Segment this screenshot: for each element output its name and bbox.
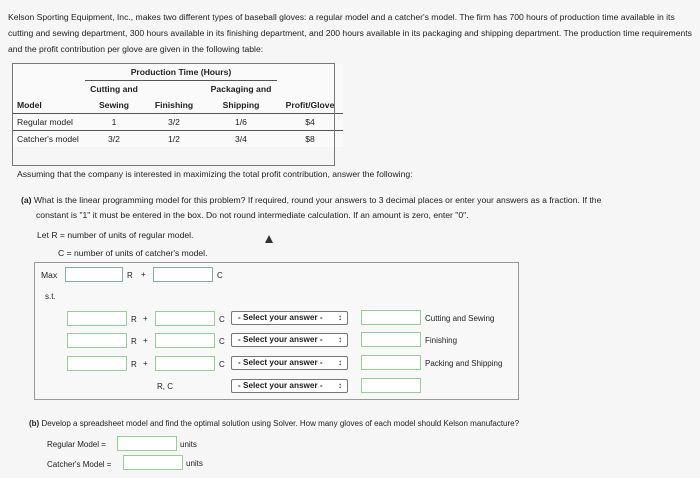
production-time-table — [13, 64, 343, 147]
c1-c-coef-input[interactable] — [155, 311, 215, 326]
table-row — [13, 114, 343, 131]
st-label: s.t. — [45, 292, 56, 301]
select-arrow-icon: ↕ — [338, 313, 342, 322]
col-cutting-line1: Cutting and — [90, 84, 138, 94]
c1-c-var: C — [219, 315, 225, 324]
row-finishing: 1/2 — [168, 134, 180, 144]
objective-c-coef-input[interactable] — [153, 267, 213, 282]
c1-rhs-input[interactable] — [361, 310, 421, 325]
c2-rhs-input[interactable] — [361, 332, 421, 347]
col-profit: Profit/Glove — [277, 97, 343, 114]
let-r-definition: Let R = number of units of regular model. — [37, 230, 194, 240]
objective-plus: + — [141, 270, 146, 279]
c2-plus: + — [143, 336, 148, 345]
part-a-line1: What is the linear programming model for this problem? If required, round your answers to 3 decimal places or enter your answers as a fraction. If the — [33, 195, 602, 205]
c3-rhs-input[interactable] — [361, 355, 421, 370]
objective-c-var: C — [217, 271, 223, 280]
c3-plus: + — [143, 359, 148, 368]
c3-label: Packing and Shipping — [425, 359, 503, 368]
regular-units: units — [180, 440, 197, 449]
select-arrow-icon: ↕ — [338, 358, 342, 367]
c3-r-var: R — [131, 360, 137, 369]
row-model: Catcher's model — [17, 134, 79, 144]
mouse-cursor-icon — [265, 235, 273, 243]
part-a-question — [21, 193, 681, 207]
c3-c-var: C — [219, 360, 225, 369]
c3-relation-select[interactable] — [231, 356, 348, 370]
select-arrow-icon: ↕ — [338, 381, 342, 390]
col-packaging-line2: Shipping — [205, 97, 277, 114]
c1-plus: + — [143, 314, 148, 323]
c2-label: Finishing — [425, 336, 458, 345]
part-b-label: (b) — [29, 419, 40, 428]
row-cutting: 1 — [85, 114, 143, 131]
c2-relation-select[interactable] — [231, 333, 348, 347]
part-a-line2: constant is "1" it must be entered in the box. Do not round intermediate calculation. If an amount is zero, enter "0". — [36, 210, 469, 220]
c2-r-coef-input[interactable] — [67, 333, 127, 348]
catcher-model-input[interactable] — [123, 455, 183, 470]
nonneg-vars: R, C — [157, 382, 173, 391]
c3-r-coef-input[interactable] — [67, 356, 127, 371]
col-cutting-line2: Sewing — [85, 97, 143, 114]
regular-model-input[interactable] — [117, 436, 177, 451]
col-finishing: Finishing — [143, 97, 205, 114]
objective-r-var: R — [127, 271, 133, 280]
row-profit: $8 — [305, 134, 315, 144]
c1-r-coef-input[interactable] — [67, 311, 127, 326]
select-placeholder: - Select your answer - — [238, 358, 323, 367]
nonneg-rhs-input[interactable] — [361, 378, 421, 393]
catcher-units: units — [186, 459, 203, 468]
row-finishing: 3/2 — [143, 114, 205, 131]
catcher-model-label: Catcher's Model = — [47, 460, 112, 469]
objective-r-coef-input[interactable] — [65, 267, 123, 282]
select-arrow-icon: ↕ — [338, 335, 342, 344]
row-cutting: 3/2 — [108, 134, 120, 144]
c3-c-coef-input[interactable] — [155, 356, 215, 371]
c1-label: Cutting and Sewing — [425, 314, 495, 323]
c2-r-var: R — [131, 337, 137, 346]
assumption-text: Assuming that the company is interested in maximizing the total profit contribution, answer the following: — [17, 169, 413, 179]
part-b-text: Develop a spreadsheet model and find the optimal solution using Solver. How many gloves of each model should Kelson manufacture? — [41, 419, 520, 428]
c2-c-var: C — [219, 337, 225, 346]
max-label: Max — [41, 270, 58, 280]
group-header: Production Time (Hours) — [85, 64, 277, 81]
c2-c-coef-input[interactable] — [155, 333, 215, 348]
select-placeholder: - Select your answer - — [238, 335, 323, 344]
part-b-question — [29, 419, 519, 428]
table-row — [13, 131, 343, 148]
col-model: Model — [13, 97, 85, 114]
select-placeholder: - Select your answer - — [238, 313, 323, 322]
c1-relation-select[interactable] — [231, 311, 348, 325]
row-packaging: 3/4 — [235, 134, 247, 144]
select-placeholder: - Select your answer - — [238, 381, 323, 390]
part-a-label: (a) — [21, 195, 32, 205]
c1-r-var: R — [131, 315, 137, 324]
problem-intro: Kelson Sporting Equipment, Inc., makes two different types of baseball gloves: a regular model and a catcher's model. The firm has 700 hours of production time available in its cutting and sewing department, 300 hours available in its finishing department, and 200 hours available in its packaging and shipping department. The production time requirements and the profit contribution per glove are given in the following table: — [8, 12, 692, 54]
regular-model-label: Regular Model = — [47, 440, 106, 449]
nonneg-relation-select[interactable] — [231, 379, 348, 393]
let-c-definition: C = number of units of catcher's model. — [58, 248, 208, 258]
col-packaging-line1: Packaging and — [210, 84, 272, 94]
row-profit: $4 — [277, 114, 343, 131]
row-packaging: 1/6 — [205, 114, 277, 131]
row-model: Regular model — [13, 114, 85, 131]
